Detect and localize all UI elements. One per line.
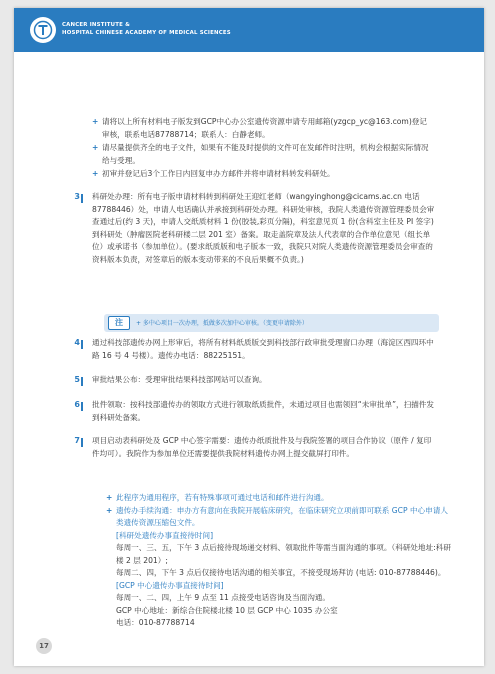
tips-text: 每周一、三、五，下午 3 点后接待现场递交材料、领取批件等需当面沟通的事项。（科研处地址:科研楼 2 层 201）; — [116, 543, 451, 565]
top-bullet-list — [92, 116, 432, 181]
list-item: + 初审并登记后3个工作日内回复申办方邮件并将申请材料转发科研处。 — [92, 168, 432, 181]
note-box — [104, 314, 439, 332]
note-tag: 注 — [108, 316, 130, 330]
step-text: 项目启动表科研处及 GCP 中心签字需要：遗传办纸质批件及与我院签署的项目合作协议（原件 / 复印件均可）。我院作为参加单位还需要提供我院材料遗传办网上提交截屏打印件。 — [92, 436, 432, 458]
step-text: 批件领取：按科技部遗传办的领取方式进行领取纸质批件，未通过项目也需领回“未审批单”，扫描件发到科研处备案。 — [92, 400, 434, 422]
section-title: [科研处遗传办事直接待时间] — [116, 530, 214, 540]
step-number: 7 — [70, 436, 80, 445]
institute-line-2: HOSPITAL CHINESE ACADEMY OF MEDICAL SCIENCES — [62, 30, 231, 36]
page-number: 17 — [36, 638, 52, 654]
list-item: + 此程序为通用程序，若有特殊事项可通过电话和邮件进行沟通。 — [106, 492, 451, 505]
tips-section — [106, 492, 451, 630]
step-number: 6 — [70, 400, 80, 409]
section-title: [GCP 中心遗传办事直接待时间] — [116, 580, 224, 590]
list-item: + 遗传办手续沟通：申办方有意向在我院开展临床研究，在临床研究立项前即可联系 GCP 中心申请人类遗传资源压缩包文件。 — [106, 505, 451, 530]
note-text: + 多中心项目一次办理，抵做多次加中心审核。（变更申请除外） — [136, 320, 308, 327]
tips-text: GCP 中心地址：新综合住院楼北楼 10 层 GCP 中心 1035 办公室 — [116, 605, 338, 615]
document-page — [14, 8, 484, 666]
step-number: 5 — [70, 375, 80, 384]
tips-text: 每周一、二、四，上午 9 点至 11 点接受电话咨询及当面沟通。 — [116, 593, 330, 602]
step-number: 3 — [70, 192, 80, 201]
institute-line-1: CANCER INSTITUTE & — [62, 22, 130, 28]
tips-text: 每周二、四，下午 3 点后仅接待电话沟通的相关事宜，不接受现场拜访 (电话: 010-87788446)。 — [116, 568, 446, 577]
step-text: 通过科技部遗传办网上形审后，将所有材料纸质版交到科技部行政审批受理窗口办理（海淀区西四环中路 16 号 4 号楼）。遗传办电话：88225151。 — [92, 338, 434, 360]
tips-text: 电话：010-87788714 — [116, 618, 195, 627]
hospital-logo — [30, 17, 56, 43]
step-text: 审批结果公布：受理审批结果科技部网站可以查询。 — [92, 375, 267, 384]
page-header — [14, 8, 484, 52]
tips-details — [106, 530, 451, 630]
list-item: + 请将以上所有材料电子版发到GCP中心办公室遗传资源申请专用邮箱(yzgcp_yc@163.com)登记审核，联系电话87788714；联系人：白静老师。 — [92, 116, 432, 141]
institute-name — [62, 21, 231, 37]
step-text: 科研处办理：所有电子版申请材料转到科研处王迎红老师（wangyinghong@cicams.ac.cn 电话 87788446）处，申请人电话确认并承接到科研处办理。科研处审核，我院人类遗传资源管理委员会审查通过后(约 3 天)，申请人交纸质材料 1 份(胶装,彩页分隔)，科室意见页 1 份(含科室主任及 PI 签字) 到科研处（肿瘤医院老科研楼二层 201 室）备案。取走盖院章及法人代表章的合作单位意见（组长单位）或承诺书（参加单位）。(要求纸质版和电子版本一致，我院只对院人类遗传资源管理委员会审查的资料版本负责，对签章后的版本变动带来的不良后果概不负责。) — [92, 192, 435, 264]
step-number: 4 — [70, 338, 80, 347]
list-item: + 请尽量提供齐全的电子文件，如果有不能及时提供的文件可在发邮件时注明，机构会根据实际情况给与受理。 — [92, 142, 432, 167]
